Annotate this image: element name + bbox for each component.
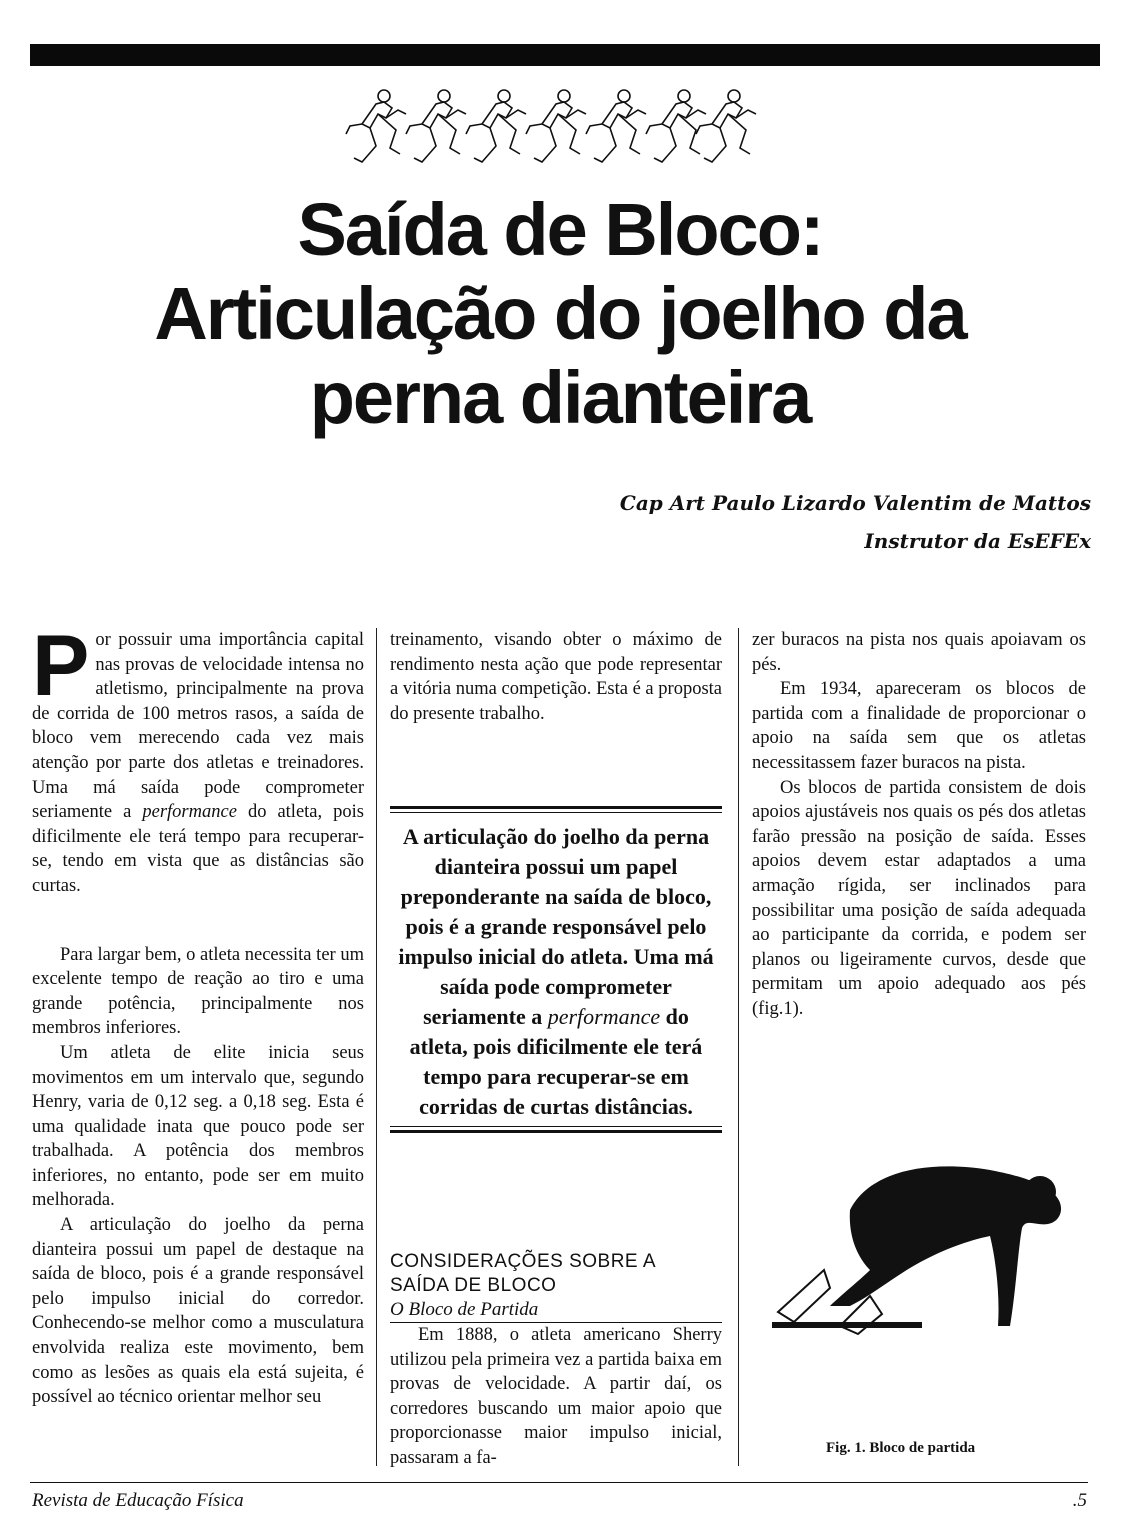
pull-quote-rule <box>390 1126 722 1127</box>
column-1 <box>32 618 364 1410</box>
paragraph: zer buracos na pista nos quais apoiavam os pés. <box>752 630 1086 675</box>
title-line: perna dianteira <box>309 356 811 439</box>
column-divider <box>376 628 377 1466</box>
paragraph: treinamento, visando obter o máximo de rendimento nesta ação que pode representar a vitória numa competição. Esta é a proposta do presente trabalho. <box>390 630 722 724</box>
section-heading <box>390 1250 722 1298</box>
footer-rule <box>30 1482 1088 1483</box>
column-2 <box>390 628 722 726</box>
runner-figure <box>586 90 646 162</box>
drop-cap: P <box>32 618 90 714</box>
author-name: Cap Art Paulo Lizardo Valentim de Mattos <box>619 491 1091 515</box>
pull-quote-part: A articulação do joelho da perna dianteira possui um papel preponderante na saída de bloco, pois é a grande responsável pelo impulso inicial do atleta. Uma má saída pode comprometer seriamente a <box>398 824 714 1029</box>
runner-figure <box>466 90 526 162</box>
pull-quote <box>390 806 722 1136</box>
italic-term: performance <box>142 802 237 823</box>
column-divider <box>738 628 739 1466</box>
page-number: .5 <box>1072 1490 1087 1511</box>
paragraph: Um atleta de elite inicia seus movimentos em um intervalo que, segundo Henry, varia de 0,12 seg. a 0,18 seg. Esta é uma qualidade inata que pouco pode ser trabalhada. A potência dos membros inferiores, no entanto, pode ser em muito melhorada. <box>32 1042 364 1211</box>
paragraph: Em 1934, apareceram os blocos de partida com a finalidade de proporcionar o apoio na saída sem que os atletas necessitassem fazer buracos na pista. <box>752 679 1086 773</box>
section-block <box>390 1250 722 1471</box>
paragraph: Em 1888, o atleta americano Sherry utilizou pela primeira vez a partida baixa em provas de velocidade. A partir daí, os corredores buscando um maior apoio que proporcionasse maior impulso inicial, passaram a fa- <box>390 1325 722 1468</box>
section-heading-line: SAÍDA DE BLOCO <box>390 1275 557 1296</box>
paragraph-text: do atleta, pois dificilmente ele terá tempo para recuperar-se, tendo em vista que as distâncias são curtas. <box>32 802 364 896</box>
runner-figure <box>646 90 706 162</box>
runner-figure <box>406 90 466 162</box>
pull-quote-part: do atleta, pois dificilmente ele terá tempo para recuperar-se em corridas de curtas distâncias. <box>409 1004 703 1119</box>
paragraph: Para largar bem, o atleta necessita ter um excelente tempo de reação ao tiro e uma grande potência, principalmente nos membros inferiores. <box>32 944 364 1039</box>
block-rail <box>772 1322 922 1328</box>
pull-quote-rule <box>390 1130 722 1133</box>
pull-quote-rule <box>390 812 722 813</box>
paragraph: A articulação do joelho da perna dianteira possui um papel de destaque na saída de bloco, pois é a grande responsável pelo impulso inicial do corredor. Conhecendo-se melhor como a musculatura envolvida realiza este movimento, bem como as lesões as quais ela está sujeita, é possível ao técnico orientar melhor seu <box>32 1215 364 1408</box>
runner-figure <box>526 90 586 162</box>
pull-quote-text <box>390 816 722 1126</box>
author-role: Instrutor da EsEFEx <box>864 529 1091 553</box>
journal-name: Revista de Educação Física <box>32 1490 244 1511</box>
paragraph <box>32 618 364 899</box>
article-title <box>100 188 1020 440</box>
starting-block-figure <box>760 1100 1090 1340</box>
header-bar <box>30 44 1100 66</box>
title-line: Saída de Bloco: <box>297 188 823 271</box>
paragraph-text: or possuir uma importância capital nas provas de velocidade intensa no atletismo, principalmente na prova de corrida de 100 metros rasos, a saída de bloco vem merecendo cada vez mais atenção por parte dos atletas e treinadores. Uma má saída pode comprometer seriamente a <box>32 630 364 823</box>
figure-caption: Fig. 1. Bloco de partida <box>826 1440 976 1456</box>
paragraph: Os blocos de partida consistem de dois apoios ajustáveis nos quais os pés dos atletas farão pressão na posição de saída. Esses apoios devem estar adaptados a uma armação rígida, ser inclinados para possibilitar uma posição de saída adequada ao participante da corrida, e podem ser planos ou ligeiramente curvos, desde que permitam um apoio adequado aos pés (fig.1). <box>752 777 1086 1019</box>
pull-quote-rule <box>390 806 722 809</box>
italic-term: performance <box>547 1004 661 1029</box>
block-pedal-rear <box>778 1270 830 1322</box>
runner-figure <box>696 90 756 162</box>
title-line: Articulação do joelho da <box>154 272 966 355</box>
author-byline <box>491 484 1091 560</box>
spacer <box>32 899 364 943</box>
runners-illustration <box>340 84 760 174</box>
section-heading-line: CONSIDERAÇÕES SOBRE A <box>390 1251 657 1272</box>
subheading: O Bloco de Partida <box>390 1298 722 1323</box>
column-3 <box>752 628 1086 1022</box>
athlete-head <box>1024 1176 1056 1208</box>
